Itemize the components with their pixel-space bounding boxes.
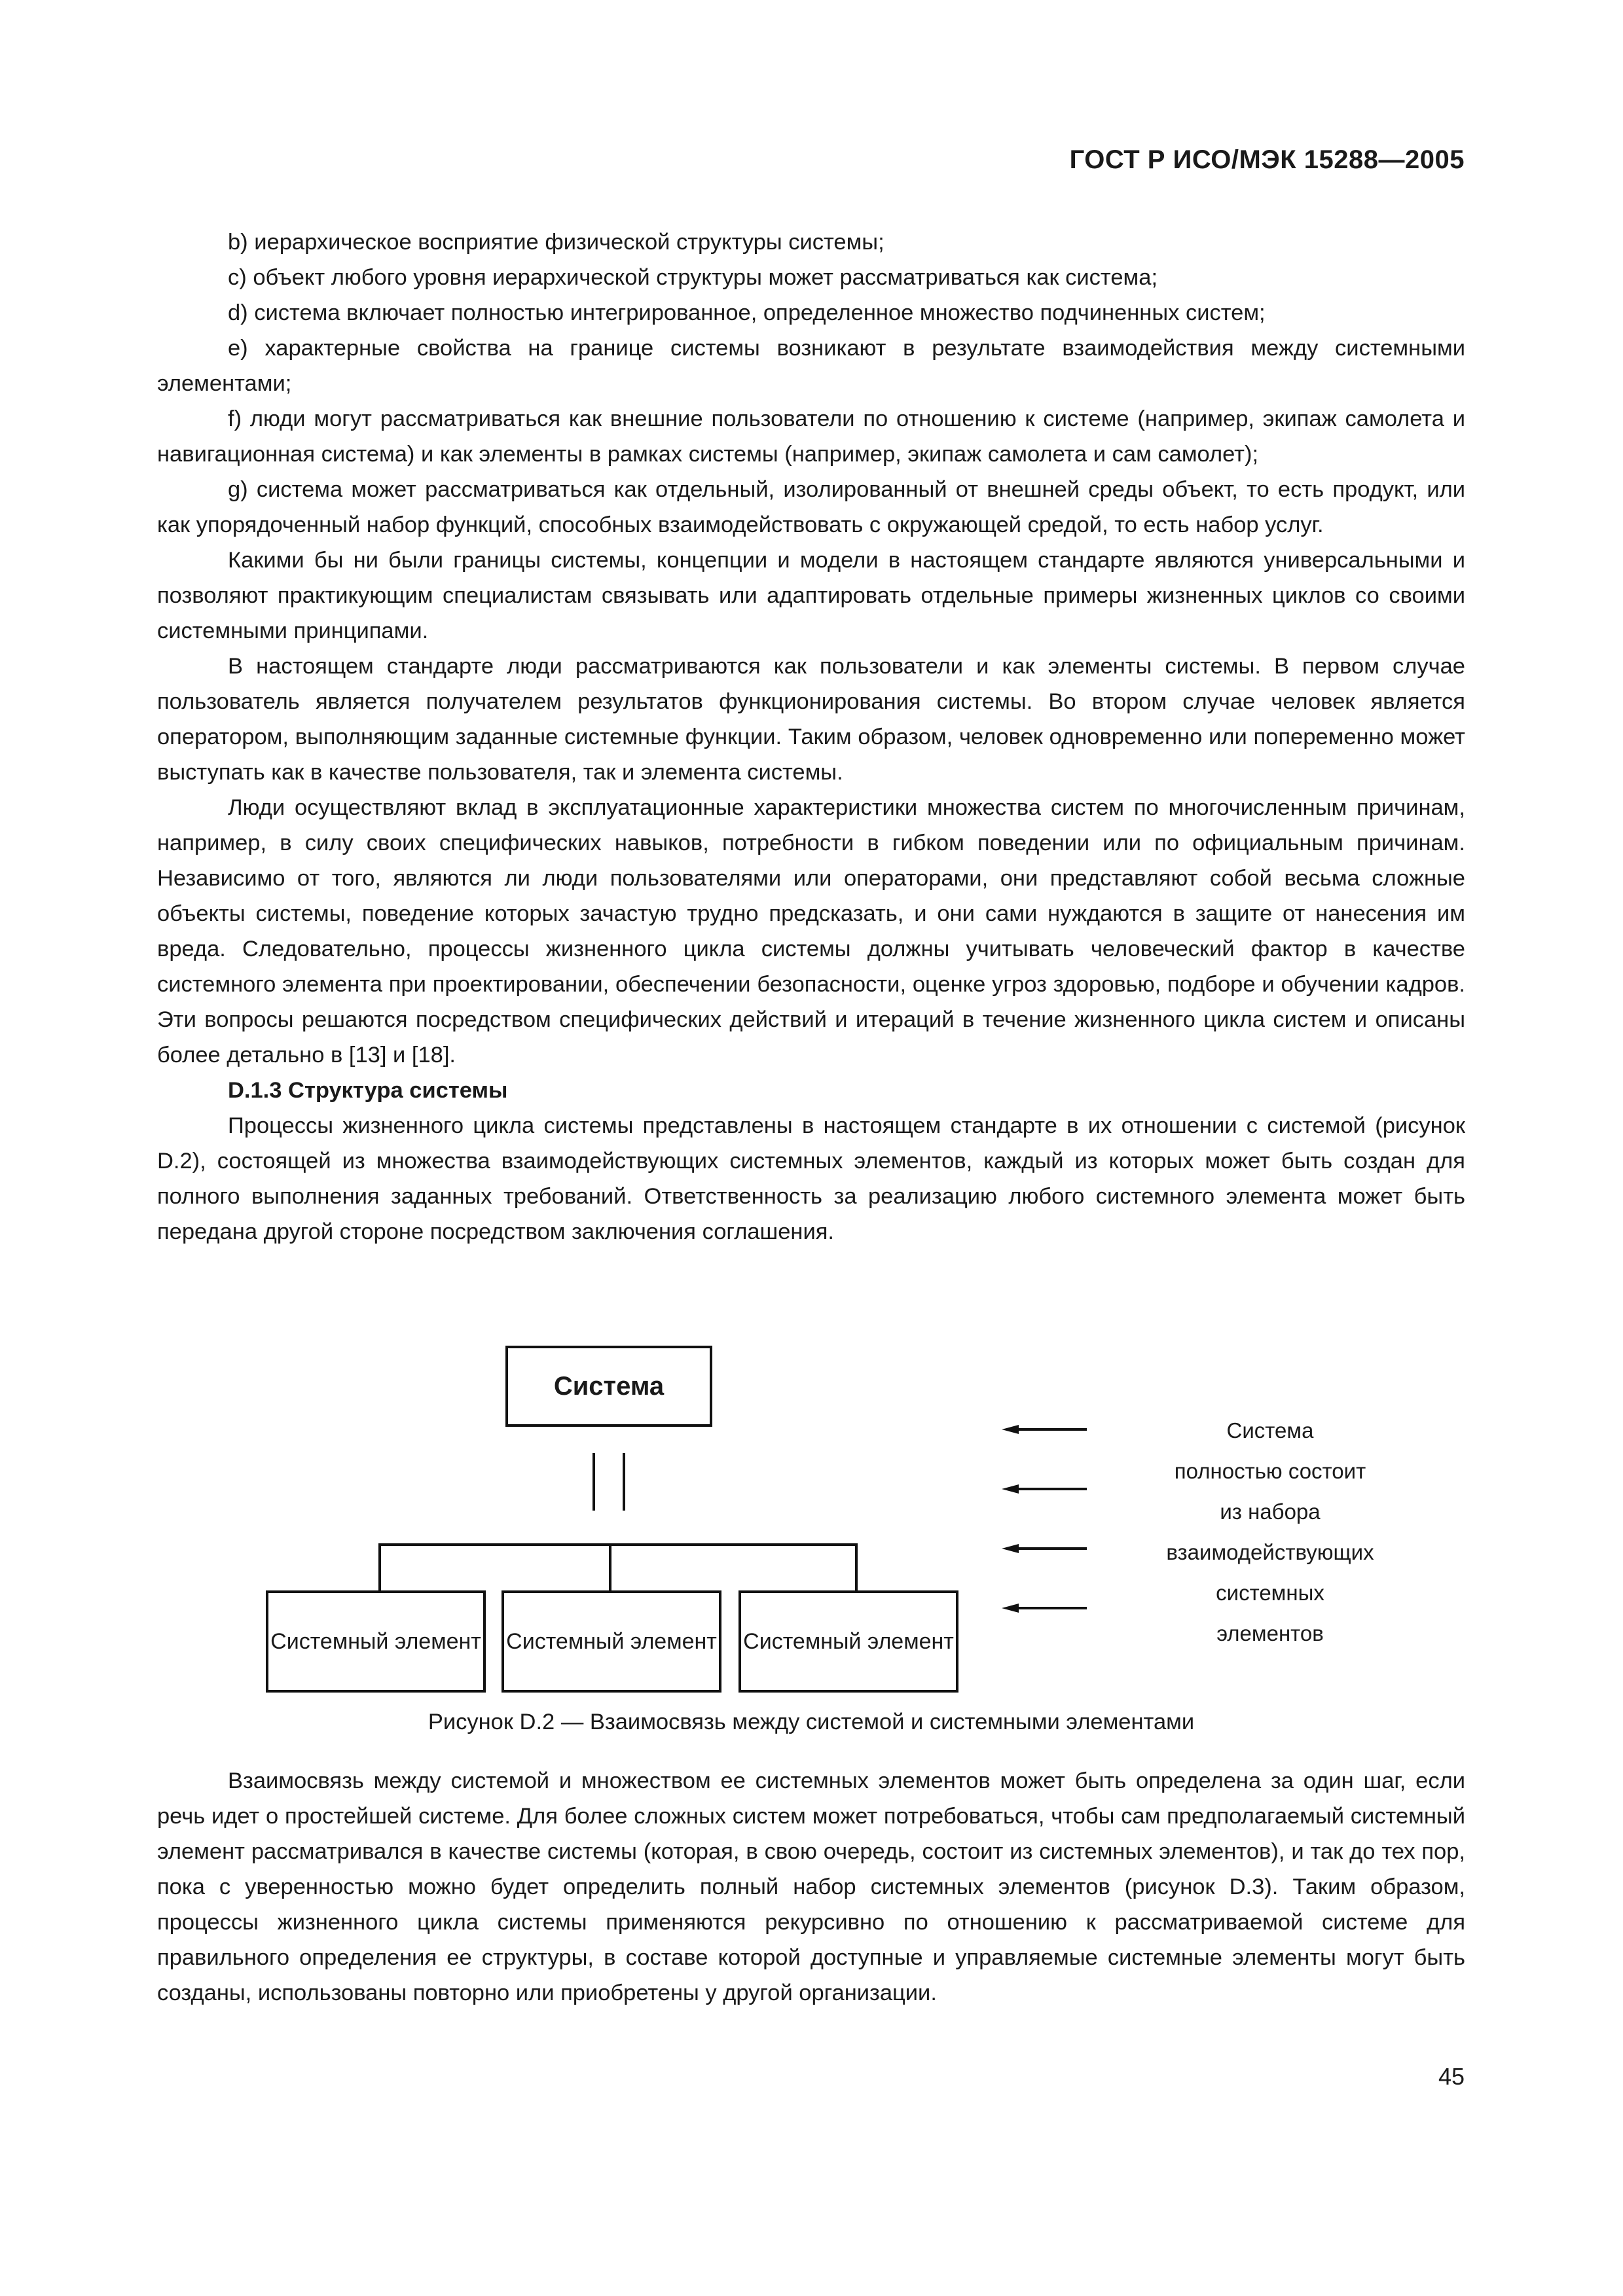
section-heading: D.1.3 Структура системы (228, 1078, 508, 1103)
list-item-c: c) объект любого уровня иерархической структуры может рассматриваться как система; (228, 265, 1158, 290)
tree-horizontal-line-right (619, 1543, 858, 1546)
figure-d2-diagram (157, 1335, 1465, 1728)
system-box: Система (505, 1346, 712, 1427)
side-line: из набора (1220, 1499, 1321, 1524)
connector-left (593, 1453, 595, 1511)
figure-caption: Рисунок D.2 — Взаимосвязь между системой и системными элементами (428, 1710, 1195, 1734)
side-line: Система (1226, 1418, 1314, 1443)
page-number: 45 (1438, 2063, 1465, 2090)
system-element-box-1: Системный элемент (266, 1590, 486, 1693)
side-line: системных (1216, 1581, 1324, 1605)
tree-horizontal-line (378, 1543, 619, 1546)
system-element-box-3: Системный элемент (739, 1590, 958, 1693)
system-element-box-2: Системный элемент (501, 1590, 721, 1693)
paragraph-people-roles: В настоящем стандарте люди рассматриваются как пользователи и как элементы системы. В первом случае пользователь является получателем результатов функционирования системы. Во втором случае человек является оператором, выполняющим заданные системные функции. Таким образом, человек одновременно или попеременно может выступать как в качестве пользователя, так и элемента системы. (157, 654, 1465, 785)
drop-right (855, 1543, 858, 1590)
arrow-left-icon (1002, 1482, 1087, 1496)
arrow-left-icon (1002, 1542, 1087, 1555)
list-item-g: g) система может рассматриваться как отдельный, изолированный от внешней среды объект, то есть продукт, или как упорядоченный набор функций, способных взаимодействовать с окружающей средой, то есть набор услуг. (157, 477, 1465, 537)
document-header: ГОСТ Р ИСО/МЭК 15288—2005 (1069, 145, 1465, 174)
side-line: полностью состоит (1174, 1459, 1366, 1483)
side-line: взаимодействующих (1166, 1540, 1374, 1564)
paragraph-people-contribution: Люди осуществляют вклад в эксплуатационные характеристики множества систем по многочисленным причинам, например, в силу своих специфических навыков, потребности в гибком поведении или по официальным причинам. Независимо от того, являются ли люди пользователями или операторами, они представляют собой весьма сложные объекты системы, поведение которых зачастую трудно предсказать, и они сами нуждаются в защите от нанесения им вреда. Следовательно, процессы жизненного цикла системы должны учитывать человеческий фактор в качестве системного элемента при проектировании, обеспечении безопасности, оценке угроз здоровью, подборе и обучении кадров. Эти вопросы решаются посредством специфических действий и итераций в течение жизненного цикла систем и описаны более детально в [13] и [18]. (157, 795, 1465, 1067)
side-line: элементов (1216, 1621, 1324, 1645)
drop-left (378, 1543, 381, 1590)
paragraph-structure: Процессы жизненного цикла системы представлены в настоящем стандарте в их отношении с системой (рисунок D.2), состоящей из множества взаимодействующих системных элементов, каждый из которых может быть создан для полного выполнения заданных требований. Ответственность за реализацию любого системного элемента может быть передана другой стороне посредством заключения соглашения. (157, 1113, 1465, 1244)
list-item-d: d) система включает полностью интегрированное, определенное множество подчиненных систем; (228, 300, 1266, 325)
list-item-e: e) характерные свойства на границе системы возникают в результате взаимодействия между системными элементами; (157, 336, 1465, 396)
connector-right (623, 1453, 625, 1511)
body-text-top (157, 224, 1465, 1249)
paragraph-boundaries: Какими бы ни были границы системы, концепции и модели в настоящем стандарте являются универсальными и позволяют практикующим специалистам связывать или адаптировать отдельные примеры жизненных циклов со своими системными принципами. (157, 548, 1465, 643)
arrow-left-icon (1002, 1602, 1087, 1615)
list-item-f: f) люди могут рассматриваться как внешние пользователи по отношению к системе (например, экипаж самолета и навигационная система) и как элементы в рамках системы (например, экипаж самолета и сам самолет); (157, 406, 1465, 467)
list-item-b: b) иерархическое восприятие физической структуры системы; (228, 230, 884, 255)
body-text-bottom (157, 1763, 1465, 2011)
arrow-left-icon (1002, 1423, 1087, 1436)
drop-center (609, 1543, 611, 1590)
paragraph-recursion: Взаимосвязь между системой и множеством ее системных элементов может быть определена за один шаг, если речь идет о простейшей системе. Для более сложных систем может потребоваться, чтобы сам предполагаемый системный элемент рассматривался в качестве системы (которая, в свою очередь, состоит из системных элементов), и так до тех пор, пока с уверенностью можно будет определить полный набор системных элементов (рисунок D.3). Таким образом, процессы жизненного цикла системы применяются рекурсивно по отношению к рассматриваемой системе для правильного определения ее структуры, в составе которой доступные и управляемые системные элементы могут быть созданы, использованы повторно или приобретены у другой организации. (157, 1768, 1465, 2005)
side-description (1106, 1410, 1434, 1654)
